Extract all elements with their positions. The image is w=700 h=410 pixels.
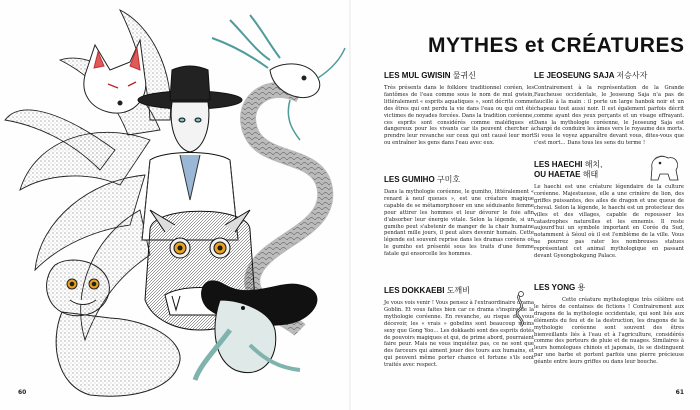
section-jeoseung-saja	[534, 71, 684, 147]
section-text: Je vous vois venir ! Vous pensez à l'extraordinaire drama Goblin. Et vous faites bien car ce drama s'inspire de la mythologie coréenne. En revanche, au risque de vous décevoir, les « vrais » gobelins sont beaucoup moins sexy que Gong Yoo… Les dokkaebi sont des esprits dotés de pouvoirs magiques et qui, de prime abord, pourraient faire peur. Mais ne vous inquiétez pas, ce ne sont que des farceurs qui aiment jouer des tours aux humains, et qui peuvent même porter chance et fortune s'ils sont traités avec respect.	[384, 300, 535, 369]
page-number-right: 61	[675, 389, 684, 396]
heading-name: LES MUL GWISIN	[384, 71, 451, 80]
section-heading	[384, 175, 534, 185]
page-title: MYTHES et CRÉATURES	[428, 34, 685, 57]
section-mul-gwisin	[384, 71, 534, 147]
section-gumiho	[384, 175, 534, 258]
heading-korean: 도깨비	[446, 286, 470, 295]
dragon-thumbnail	[509, 290, 533, 328]
heading-name: LES GUMIHO	[384, 175, 435, 184]
section-heading	[534, 160, 634, 180]
heading-korean: 해치,	[584, 160, 603, 169]
heading-name: LES HAECHI	[534, 160, 583, 169]
heading-name: LES DOKKAEBI	[384, 286, 445, 295]
section-heading	[534, 71, 684, 81]
section-yong	[534, 283, 684, 366]
section-text: Contrairement à la représentation de la Grande Faucheuse occidentale, le Jeoseung Saja n'a pas de faucille à la main : il porte un large hanbok noir et un chapeau tout aussi noir. Il est également parfois décrit comme ayant des yeux perçants et un visage effrayant. Dans la mythologie coréenne, le Jeoseung Saja est chargé de conduire les âmes vers le royaume des morts. Si vous le voyez apparaître devant vous, dites-vous que c'est mort… Dans tous les sens du terme !	[534, 85, 684, 147]
heading-korean: 물귀신	[452, 71, 476, 80]
heading-korean-alt: 해태	[582, 170, 599, 179]
heading-korean: 구미호	[436, 175, 461, 184]
section-text: Très présents dans le folklore traditionnel coréen, les fantômes de l'eau comme sous le nom de mul gwisin, littéralement « esprits aquatiques », sont décrits comme des êtres qui ont perdu la vie dans l'eau ou qui ont été victimes de noyades forcées. Dans la tradition coréenne, ces esprits sont considérés comme maléfiques et dangereux pour les vivants car ils peuvent chercher à prendre leur revanche sur ceux qui ont causé leur mort ou entraîner les gens dans l'eau avec eux.	[384, 85, 534, 147]
book-gutter	[349, 0, 351, 410]
fox-head	[84, 40, 146, 113]
page-number-left: 60	[18, 389, 27, 396]
heading-korean: 저승사자	[616, 71, 648, 80]
section-heading	[384, 71, 534, 81]
heading-name: LES YONG	[534, 283, 576, 292]
section-text: Cette créature mythologique très célèbre est le héros de centaines de fictions ! Contrairement aux dragons de la mythologie occidentale, qui sont liés aux éléments du feu et de la destruction, les dragons de la mythologie coréenne sont souvent des êtres bienveillants liés à l'eau et à l'agriculture, considérés comme des porteurs de pluie et de nuages. Similaires à leurs homologues chinois et japonais, ils se distinguent par une barbe et portent parfois une pierre précieuse géante entre leurs griffes ou dans leur bouche.	[534, 297, 684, 366]
section-text: Le haechi est une créature légendaire de la culture coréenne. Majestueuse, elle a une crinière de lion, des griffes puissantes, des ailes de dragon et une queue de cheval. Selon la légende, le haechi est un protecteur des villes et des villages, capable de repousser les catastrophes naturelles et les ennemis. Il reste aujourd'hui un symbole important en Corée du Sud, notamment à Séoul où il est l'emblème de la ville. Vous ne pourrez pas rater les nombreuses statues représentant cet animal mythologique en passant devant Gyeongbokgung Palace.	[534, 184, 684, 260]
heading-korean: 용	[577, 283, 586, 292]
haechi-thumbnail	[646, 150, 684, 182]
heading-name-alt: OU HAETAE	[534, 170, 581, 179]
section-heading	[534, 283, 684, 293]
section-text: Dans la mythologie coréenne, le gumiho, littéralement « renard à neuf queues », est une créature magique capable de se métamorphoser en une séduisante femme pour attirer les hommes et leur dévorer le foie afin d'absorber leur énergie vitale. Selon la légende, si un gumiho peut s'abstenir de manger de la chair humaine pendant mille jours, il peut alors devenir humain. Cette légende est souvent reprise dans les dramas coréens où le gumiho est présenté sous les traits d'une femme fatale qui ensorcelle les hommes.	[384, 189, 534, 258]
heading-name: LE JEOSEUNG SAJA	[534, 71, 615, 80]
